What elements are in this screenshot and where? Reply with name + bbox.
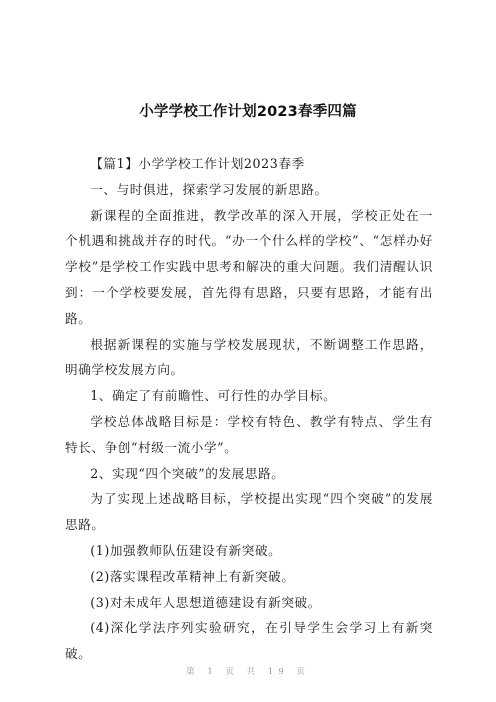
paragraph: 为了实现上述战略目标，学校提出实现“四个突破”的发展思路。 xyxy=(65,491,433,533)
page-number-footer: 第 1 页 共 19 页 xyxy=(186,667,310,677)
list-item: (1)加强教师队伍建设有新突破。 xyxy=(90,542,282,558)
paragraph-subheading: 1、确定了有前瞻性、可行性的办学目标。 xyxy=(90,388,337,404)
paragraph-subheading: 2、实现“四个突破”的发展思路。 xyxy=(90,465,285,481)
paragraph-heading-1: 一、与时俱进，探索学习发展的新思路。 xyxy=(90,181,328,197)
list-item: (2)落实课程改革精神上有新突破。 xyxy=(90,568,295,584)
paragraph: 新课程的全面推进，教学改革的深入开展，学校正处在一个机遇和挑战并存的时代。“办一个什么样的学校”、“怎样办好学校”是学校工作实践中思考和解决的重大问题。我们清醒认识到：一个学校要发展，首先得有思路，只要有思路，才能有出路。 xyxy=(65,207,433,326)
paragraph: 学校总体战略目标是：学校有特色、教学有特点、学生有特长、争创“村级一流小学”。 xyxy=(65,413,433,455)
paragraph: 根据新课程的实施与学校发展现状，不断调整工作思路，明确学校发展方向。 xyxy=(65,336,433,378)
list-item: (3)对未成年人思想道德建设有新突破。 xyxy=(90,594,321,610)
list-item: (4)深化学法序列实验研究，在引导学生会学习上有新突破。 xyxy=(65,620,433,662)
paragraph-section-heading: 【篇1】小学学校工作计划2023春季 xyxy=(90,156,305,171)
document-body xyxy=(65,151,433,667)
document-title: 小学学校工作计划2023春季四篇 xyxy=(139,104,357,120)
